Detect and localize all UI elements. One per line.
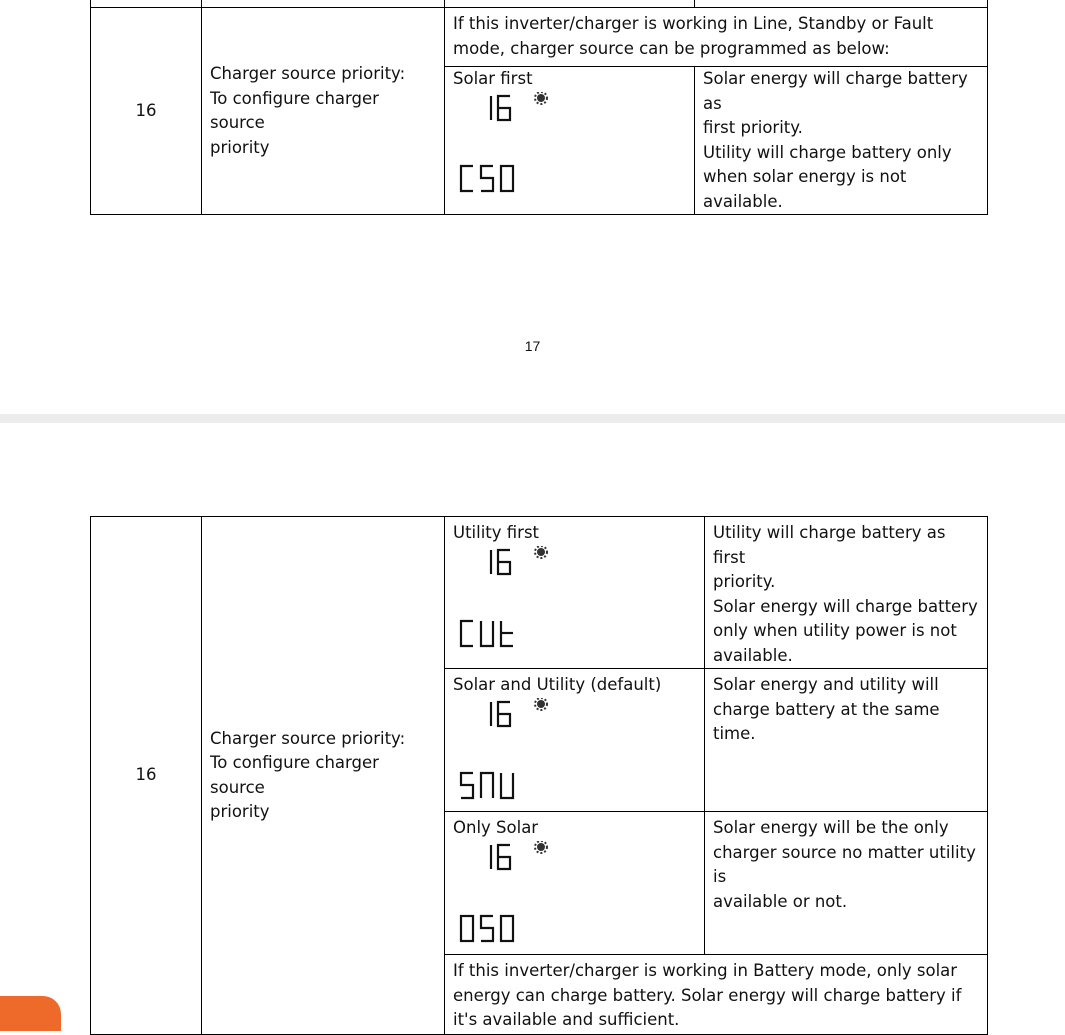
- lcd-display: [453, 698, 696, 808]
- description-line: To configure charger source: [210, 88, 379, 132]
- gear-icon: [535, 92, 547, 104]
- option-label: Solar and Utility (default): [453, 675, 662, 694]
- explanation-line: Utility will charge battery only: [703, 142, 952, 162]
- settings-table-upper: [90, 7, 988, 215]
- lcd-code-cso: [461, 166, 513, 191]
- explanation-line: first priority.: [703, 118, 803, 137]
- setting-description: [202, 8, 445, 215]
- explanation-line: priority.: [713, 572, 776, 591]
- explanation-line: when solar energy is not available.: [703, 167, 907, 211]
- lcd-program-number: [491, 96, 510, 120]
- explanation-line: Utility will charge battery as first: [713, 523, 946, 567]
- option-cell: [445, 517, 705, 669]
- description-line: To configure charger source: [210, 753, 379, 797]
- document-page-upper: [0, 0, 1065, 414]
- explanation-line: Solar energy will charge battery as: [703, 69, 968, 113]
- description-line: Charger source priority:: [210, 64, 406, 83]
- battery-mode-note: If this inverter/charger is working in Battery mode, only solar energy can charge battery. Solar energy will charge battery if it's available and sufficient.: [445, 955, 988, 1035]
- option-explanation: [705, 669, 988, 812]
- explanation-line: Solar energy will be the only: [713, 818, 949, 837]
- explanation-line: charger source no matter utility is: [713, 842, 976, 886]
- option-explanation: [705, 517, 988, 669]
- mode-intro: If this inverter/charger is working in Line, Standby or Fault mode, charger source can be programmed as below:: [445, 8, 988, 67]
- gear-icon: [535, 841, 547, 853]
- option-cell: [445, 669, 705, 812]
- lcd-display: [453, 546, 696, 656]
- explanation-line: available or not.: [713, 891, 848, 911]
- explanation-line: only when utility power is not: [713, 621, 957, 640]
- explanation-line: Solar energy and utility will: [713, 675, 939, 694]
- lcd-display: [453, 92, 686, 192]
- option-explanation: [695, 67, 988, 215]
- corner-tab[interactable]: [0, 996, 61, 1031]
- settings-table-lower: [90, 516, 988, 1035]
- option-cell: [445, 67, 695, 215]
- page-separator: [0, 414, 1065, 423]
- setting-description: [202, 517, 445, 1035]
- lcd-program-number: [491, 845, 510, 869]
- setting-number: 16: [91, 517, 202, 1035]
- explanation-line: Solar energy will charge battery: [713, 596, 978, 616]
- explanation-line: charge battery at the same time.: [713, 699, 940, 743]
- lcd-program-number: [491, 550, 510, 574]
- option-label: Solar first: [453, 69, 533, 88]
- explanation-line: available.: [713, 645, 793, 665]
- option-cell: [445, 812, 705, 955]
- gear-icon: [535, 546, 547, 558]
- document-page-lower: [0, 423, 1065, 1031]
- option-label: Only Solar: [453, 818, 539, 837]
- lcd-program-number: [491, 702, 510, 726]
- description-line: priority: [210, 802, 270, 821]
- option-explanation: [705, 812, 988, 955]
- setting-number: 16: [91, 8, 202, 215]
- description-line: priority: [210, 137, 270, 157]
- description-line: Charger source priority:: [210, 728, 406, 748]
- lcd-code-oso: [461, 916, 513, 941]
- gear-icon: [535, 698, 547, 710]
- lcd-code-snu: [461, 773, 513, 798]
- option-label: Utility first: [453, 523, 540, 542]
- lcd-display: [453, 841, 696, 951]
- lcd-code-cut: [461, 621, 513, 646]
- page-number: 17: [524, 338, 541, 354]
